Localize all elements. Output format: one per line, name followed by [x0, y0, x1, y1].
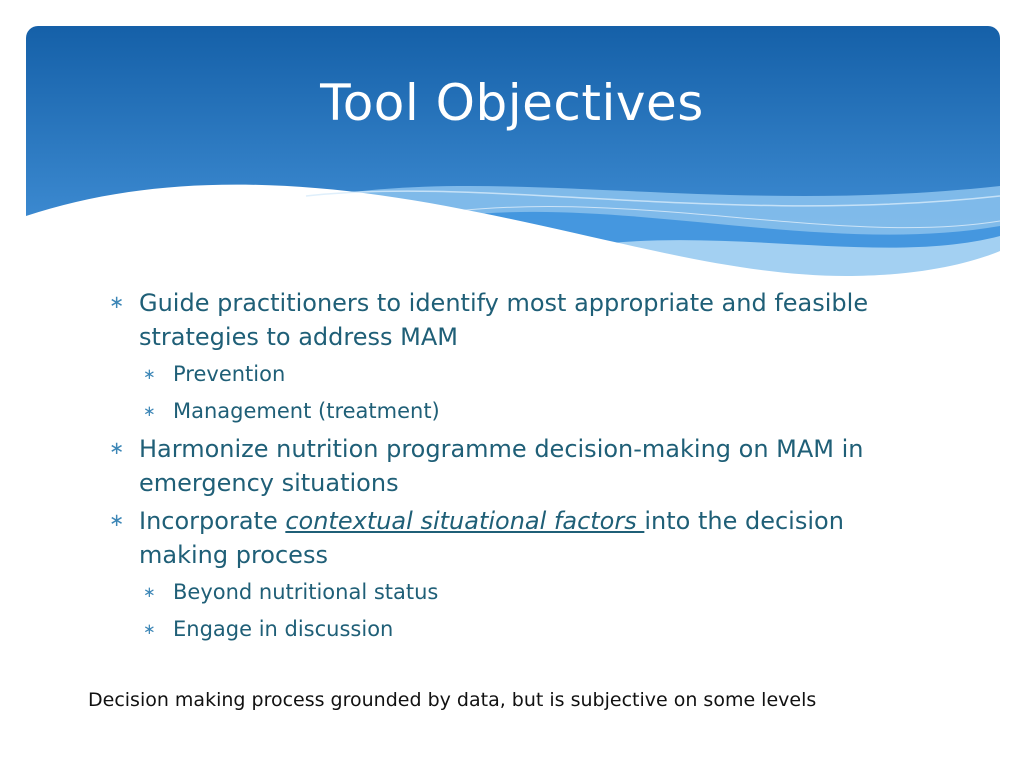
asterisk-bullet-icon: ∗ — [143, 402, 156, 420]
sub-bullet-item — [106, 576, 926, 609]
sub-bullet-item — [106, 613, 926, 646]
asterisk-bullet-icon: ∗ — [143, 583, 156, 601]
bullet-text: Harmonize nutrition programme decision-making on MAM in emergency situations — [139, 435, 864, 497]
page-title: Tool Objectives — [320, 74, 704, 132]
bullet-text: Guide practitioners to identify most appropriate and feasible strategies to address MAM — [139, 289, 869, 351]
sub-bullet-text: Management (treatment) — [173, 399, 440, 423]
bullet-text-suffix: into the decision making process — [139, 507, 844, 569]
sub-bullet-item — [106, 395, 926, 428]
bullet-item-1 — [106, 286, 926, 354]
sub-bullet-text: Engage in discussion — [173, 617, 394, 641]
sub-bullet-text: Prevention — [173, 362, 286, 386]
asterisk-bullet-icon: ∗ — [109, 292, 125, 313]
sub-bullet-item — [106, 358, 926, 391]
header-band — [26, 26, 1000, 296]
footnote-text: Decision making process grounded by data, but is subjective on some levels — [88, 689, 817, 711]
bullet-item-3 — [106, 504, 926, 572]
bullet-text-prefix: Incorporate — [139, 507, 286, 535]
asterisk-bullet-icon: ∗ — [143, 620, 156, 638]
contextual-factors-link[interactable]: contextual situational factors — [285, 507, 645, 535]
asterisk-bullet-icon: ∗ — [109, 510, 125, 531]
header-wave-graphic — [26, 26, 1000, 296]
asterisk-bullet-icon: ∗ — [109, 438, 125, 459]
asterisk-bullet-icon: ∗ — [143, 365, 156, 383]
sub-bullet-text: Beyond nutritional status — [173, 580, 439, 604]
bullet-list — [106, 286, 926, 650]
bullet-item-2 — [106, 432, 926, 500]
